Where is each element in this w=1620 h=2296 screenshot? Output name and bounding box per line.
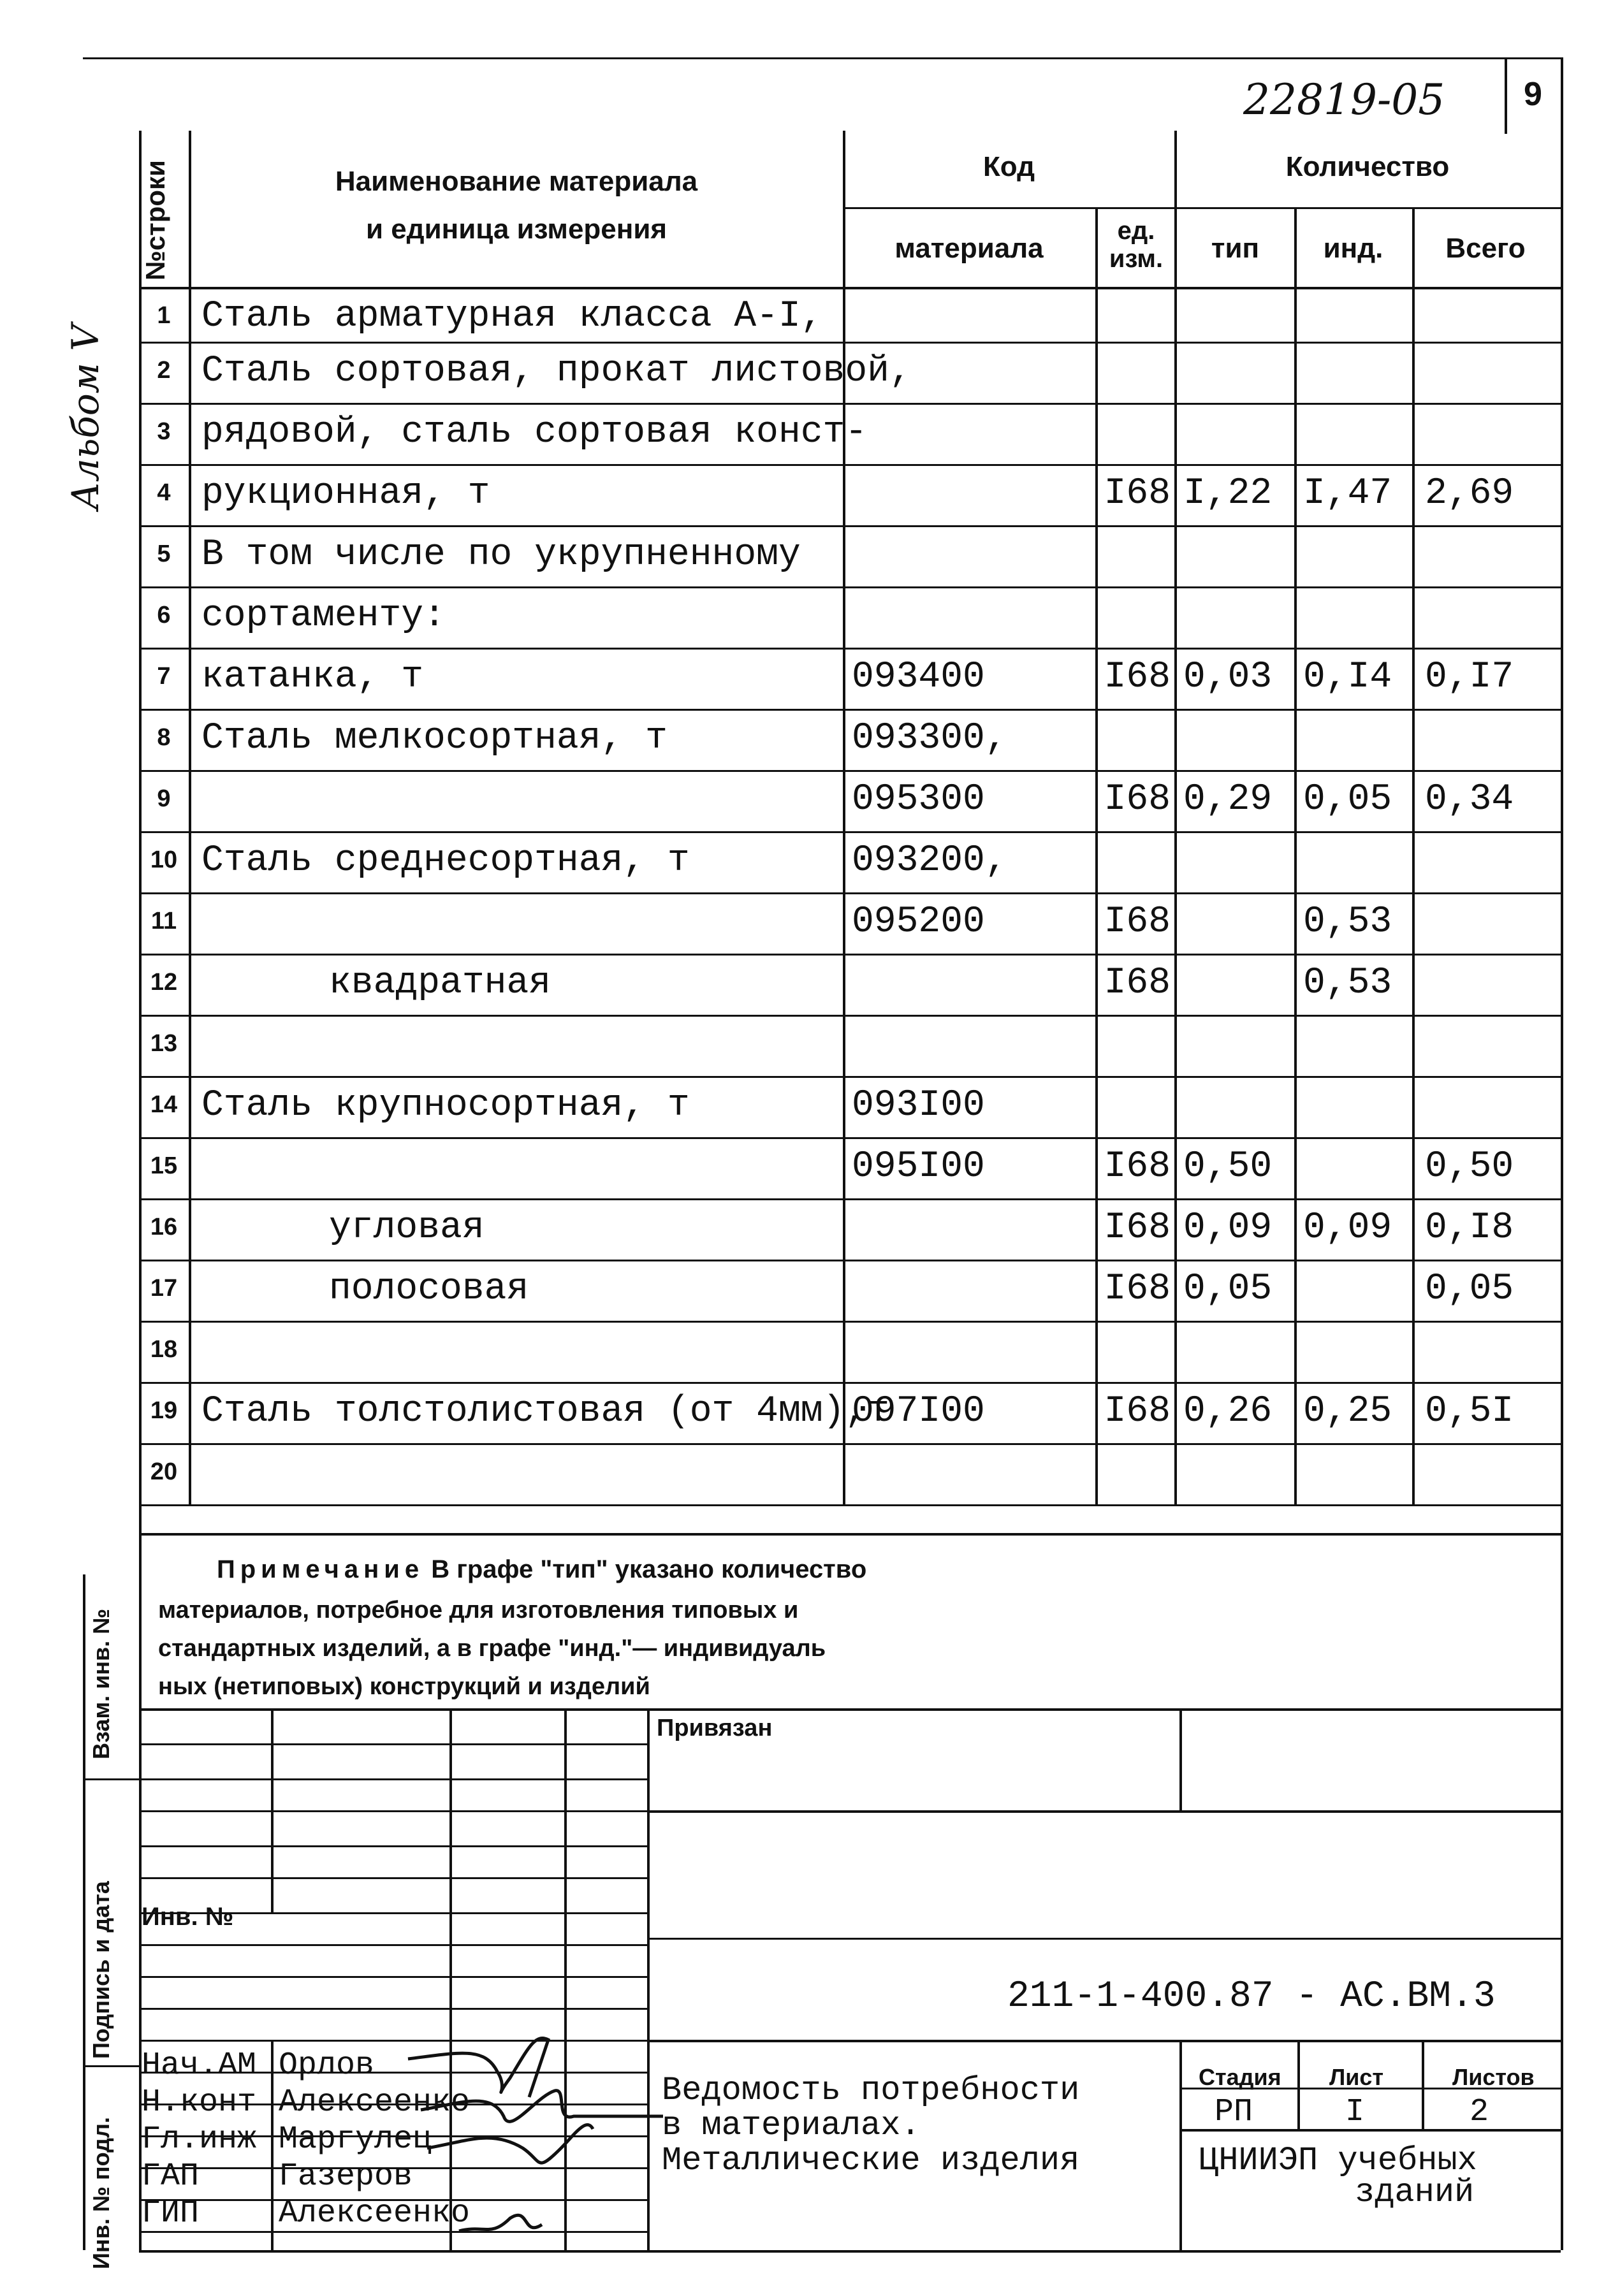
- header-code-unit: ед. изм.: [1109, 217, 1164, 273]
- row-material-name: сортаменту:: [201, 595, 446, 637]
- row-material-name: рукционная, т: [201, 473, 490, 514]
- row-material-name: Сталь крупносортная, т: [201, 1085, 690, 1126]
- stamp-left-row: [139, 1976, 647, 1978]
- row-line: [139, 1382, 1561, 1384]
- row-line: [139, 1443, 1561, 1445]
- side-label-vzam: Взам. инв. №: [88, 1608, 114, 1759]
- header-qty-group: Количество: [1285, 151, 1450, 182]
- row-qty-type: 0,50: [1183, 1146, 1273, 1188]
- side-strip-divider-1: [83, 1778, 139, 1780]
- row-line: [139, 1137, 1561, 1139]
- row-unit: I68: [1104, 657, 1171, 698]
- row-line: [139, 342, 1561, 344]
- row-number: 3: [157, 418, 171, 445]
- row-material-name: рядовой, сталь сортовая конст-: [201, 412, 868, 453]
- side-strip-left-border: [83, 1574, 85, 2250]
- row-line: [139, 586, 1561, 588]
- row-unit: I68: [1104, 1268, 1171, 1310]
- signature-scribbles: [383, 2021, 663, 2250]
- row-material-name: Сталь мелкосортная, т: [201, 718, 668, 759]
- row-qty-total: 0,05: [1425, 1268, 1514, 1310]
- row-qty-type: 0,05: [1183, 1268, 1273, 1310]
- org-line1: ЦНИИЭП учебных: [1199, 2142, 1477, 2179]
- row-material-name: полосовая: [329, 1268, 529, 1310]
- row-qty-total: 0,50: [1425, 1146, 1514, 1188]
- privyazan-label: Привязан: [657, 1715, 773, 1741]
- rowno-column-line: [189, 131, 191, 1504]
- stamp-right-line: [1561, 1708, 1563, 2250]
- sheet-sheets-divider: [1422, 2040, 1424, 2129]
- row-qty-total: 0,I7: [1425, 657, 1514, 698]
- row-number: 1: [157, 302, 171, 329]
- row-number: 4: [157, 479, 171, 506]
- signer-name: Орлов: [279, 2047, 375, 2084]
- row-qty-ind: I,47: [1303, 473, 1392, 514]
- row-qty-ind: 0,05: [1303, 779, 1392, 820]
- row-number: 12: [150, 969, 178, 996]
- row-material-code: 095200: [852, 901, 985, 943]
- row-material-name: квадратная: [329, 963, 551, 1004]
- signer-name: Алексеенко: [279, 2195, 471, 2232]
- row-unit: I68: [1104, 473, 1171, 514]
- side-label-podpis: Подпись и дата: [88, 1881, 114, 2059]
- signer-name: Алексеенко: [279, 2084, 471, 2121]
- row-number: 20: [150, 1458, 178, 1485]
- org-line2: зданий: [1355, 2174, 1475, 2211]
- name-column-line: [843, 131, 845, 1504]
- row-material-name: катанка, т: [201, 657, 424, 698]
- header-row-no: №строки: [140, 160, 170, 280]
- row-material-code: 095300: [852, 779, 985, 820]
- row-qty-total: 0,34: [1425, 779, 1514, 820]
- row-material-name: Сталь сортовая, прокат листовой,: [201, 351, 912, 392]
- signer-name: Газеров: [279, 2158, 413, 2195]
- stamp-left-row: [139, 1877, 647, 1879]
- row-unit: I68: [1104, 901, 1171, 943]
- row-number: 8: [157, 724, 171, 751]
- row-qty-total: 0,5I: [1425, 1391, 1514, 1432]
- header-name-line2: и единица измерения: [365, 214, 668, 245]
- row-qty-ind: 0,53: [1303, 963, 1392, 1004]
- stamp-left-row: [139, 1845, 647, 1847]
- row-number: 10: [150, 846, 178, 873]
- side-strip-divider-2: [83, 2065, 139, 2067]
- header-bottom-line: [139, 287, 1561, 289]
- stage-label: Стадия: [1199, 2064, 1281, 2090]
- row-material-name: Сталь среднесортная, т: [201, 840, 690, 882]
- sheets-value: 2: [1470, 2094, 1489, 2130]
- doc-title-line3: Металлические изделия: [662, 2142, 1080, 2179]
- designation: 211-1-400.87 - АС.ВМ.3: [1007, 1976, 1496, 2017]
- row-material-code: 093400: [852, 657, 985, 698]
- row-unit: I68: [1104, 1207, 1171, 1249]
- header-code-group: Код: [982, 151, 1035, 182]
- stamp-left-row: [139, 1778, 647, 1780]
- row-line: [139, 1321, 1561, 1323]
- row-line: [139, 525, 1561, 527]
- note-line1: [217, 1555, 866, 1584]
- stamp-left-row: [139, 2008, 647, 2010]
- row-number: 5: [157, 541, 171, 567]
- stage-sheet-divider: [1297, 2040, 1300, 2129]
- row-material-name: В том числе по укрупненному: [201, 534, 801, 576]
- row-unit: I68: [1104, 963, 1171, 1004]
- row-material-name: угловая: [329, 1207, 485, 1249]
- row-material-name: Сталь арматурная класса А-I,: [201, 296, 823, 337]
- page-number-box-right: [1561, 57, 1563, 134]
- header-qty-type: тип: [1211, 233, 1260, 264]
- note-title: Примечание: [217, 1555, 425, 1583]
- header-mid-line: [843, 207, 1561, 209]
- header-code-material: материала: [894, 233, 1044, 264]
- row-number: 18: [150, 1336, 178, 1363]
- type-column-line: [1294, 207, 1297, 1504]
- signer-role: Н.конт: [142, 2084, 257, 2121]
- stage-box-left: [1179, 2040, 1182, 2250]
- row-number: 15: [150, 1152, 178, 1179]
- stamp-mid-line: [647, 1810, 1561, 1813]
- row-material-code: 097I00: [852, 1391, 985, 1432]
- row-qty-total: 0,I8: [1425, 1207, 1514, 1249]
- row-material-code: 093300,: [852, 718, 1007, 759]
- note-line4: ных (нетиповых) конструкций и изделий: [158, 1673, 650, 1700]
- note-line3: стандартных изделий, а в графе "инд."— индивидуаль: [158, 1635, 826, 1662]
- row-qty-type: 0,03: [1183, 657, 1273, 698]
- page-number: 9: [1524, 76, 1542, 113]
- row-line: [139, 1260, 1561, 1261]
- signer-role: ГИП: [142, 2195, 200, 2232]
- row-line: [139, 1076, 1561, 1078]
- row-qty-type: 0,09: [1183, 1207, 1273, 1249]
- sheet-label: Лист: [1329, 2064, 1384, 2090]
- stamp-left-row: [139, 1743, 647, 1745]
- row-line: [139, 892, 1561, 894]
- stage-value: РП: [1215, 2094, 1253, 2130]
- row-number: 6: [157, 602, 171, 628]
- sheets-label: Листов: [1452, 2064, 1535, 2090]
- row-number: 11: [150, 908, 177, 934]
- stamp-top-line: [139, 1708, 1561, 1711]
- stamp-bottom-line: [139, 2250, 1561, 2253]
- row-qty-type: I,22: [1183, 473, 1273, 514]
- row-number: 19: [150, 1397, 178, 1424]
- doc-title-line2: в материалах.: [662, 2107, 921, 2144]
- album-label: Альбом V: [64, 324, 107, 510]
- row-line: [139, 954, 1561, 955]
- top-border: [83, 57, 1562, 59]
- doc-number: 22819-05: [1243, 75, 1445, 124]
- row-qty-ind: 0,53: [1303, 901, 1392, 943]
- inv-no-label: Инв. №: [142, 1903, 234, 1931]
- row-qty-ind: 0,25: [1303, 1391, 1392, 1432]
- row-unit: I68: [1104, 1391, 1171, 1432]
- row-line: [139, 709, 1561, 711]
- unit-column-line: [1174, 131, 1177, 1504]
- stamp-left-row: [139, 1810, 647, 1812]
- stamp-inv-line: [647, 1938, 1561, 1940]
- row-line: [139, 1504, 1561, 1506]
- signer-role: ГАП: [142, 2158, 200, 2195]
- row-line: [139, 403, 1561, 405]
- row-material-code: 095I00: [852, 1146, 985, 1188]
- row-line: [139, 770, 1561, 772]
- row-line: [139, 1198, 1561, 1200]
- row-line: [139, 648, 1561, 650]
- row-number: 7: [157, 663, 171, 690]
- row-qty-ind: 0,09: [1303, 1207, 1392, 1249]
- stamp-privyazan-divider: [1179, 1708, 1182, 1810]
- signer-role: Гл.инж: [142, 2121, 257, 2158]
- side-label-inv-podl: Инв. № подл.: [88, 2117, 114, 2269]
- row-qty-ind: 0,I4: [1303, 657, 1392, 698]
- row-number: 17: [150, 1275, 178, 1302]
- header-qty-total: Всего: [1445, 233, 1526, 264]
- note-line2: материалов, потребное для изготовления типовых и: [158, 1597, 799, 1624]
- doc-title-line1: Ведомость потребности: [662, 2072, 1080, 2109]
- note-top-line: [139, 1533, 1561, 1536]
- row-unit: I68: [1104, 1146, 1171, 1188]
- header-qty-ind: инд.: [1323, 233, 1383, 264]
- row-line: [139, 1015, 1561, 1017]
- page-number-box-left: [1505, 57, 1507, 134]
- header-name-line1: Наименование материала: [335, 166, 698, 197]
- row-number: 13: [150, 1030, 178, 1057]
- row-qty-type: 0,26: [1183, 1391, 1273, 1432]
- row-qty-total: 2,69: [1425, 473, 1514, 514]
- ind-column-line: [1412, 207, 1415, 1504]
- row-material-code: 093200,: [852, 840, 1007, 882]
- row-line: [139, 464, 1561, 466]
- row-number: 2: [157, 357, 171, 384]
- signer-name: Маргулец: [279, 2121, 432, 2158]
- stamp-left-row: [139, 1944, 647, 1946]
- row-number: 16: [150, 1214, 178, 1240]
- row-number: 9: [157, 785, 171, 812]
- table-right-border: [1561, 131, 1563, 1734]
- sheet-value: I: [1345, 2094, 1365, 2130]
- signer-role: Нач.АМ: [142, 2047, 257, 2084]
- note-text1: В графе "тип" указано количество: [431, 1555, 867, 1583]
- row-material-code: 093I00: [852, 1085, 985, 1126]
- row-material-name: Сталь толстолистовая (от 4мм),т: [201, 1391, 889, 1432]
- row-unit: I68: [1104, 779, 1171, 820]
- row-number: 14: [150, 1091, 178, 1118]
- row-qty-type: 0,29: [1183, 779, 1273, 820]
- row-line: [139, 831, 1561, 833]
